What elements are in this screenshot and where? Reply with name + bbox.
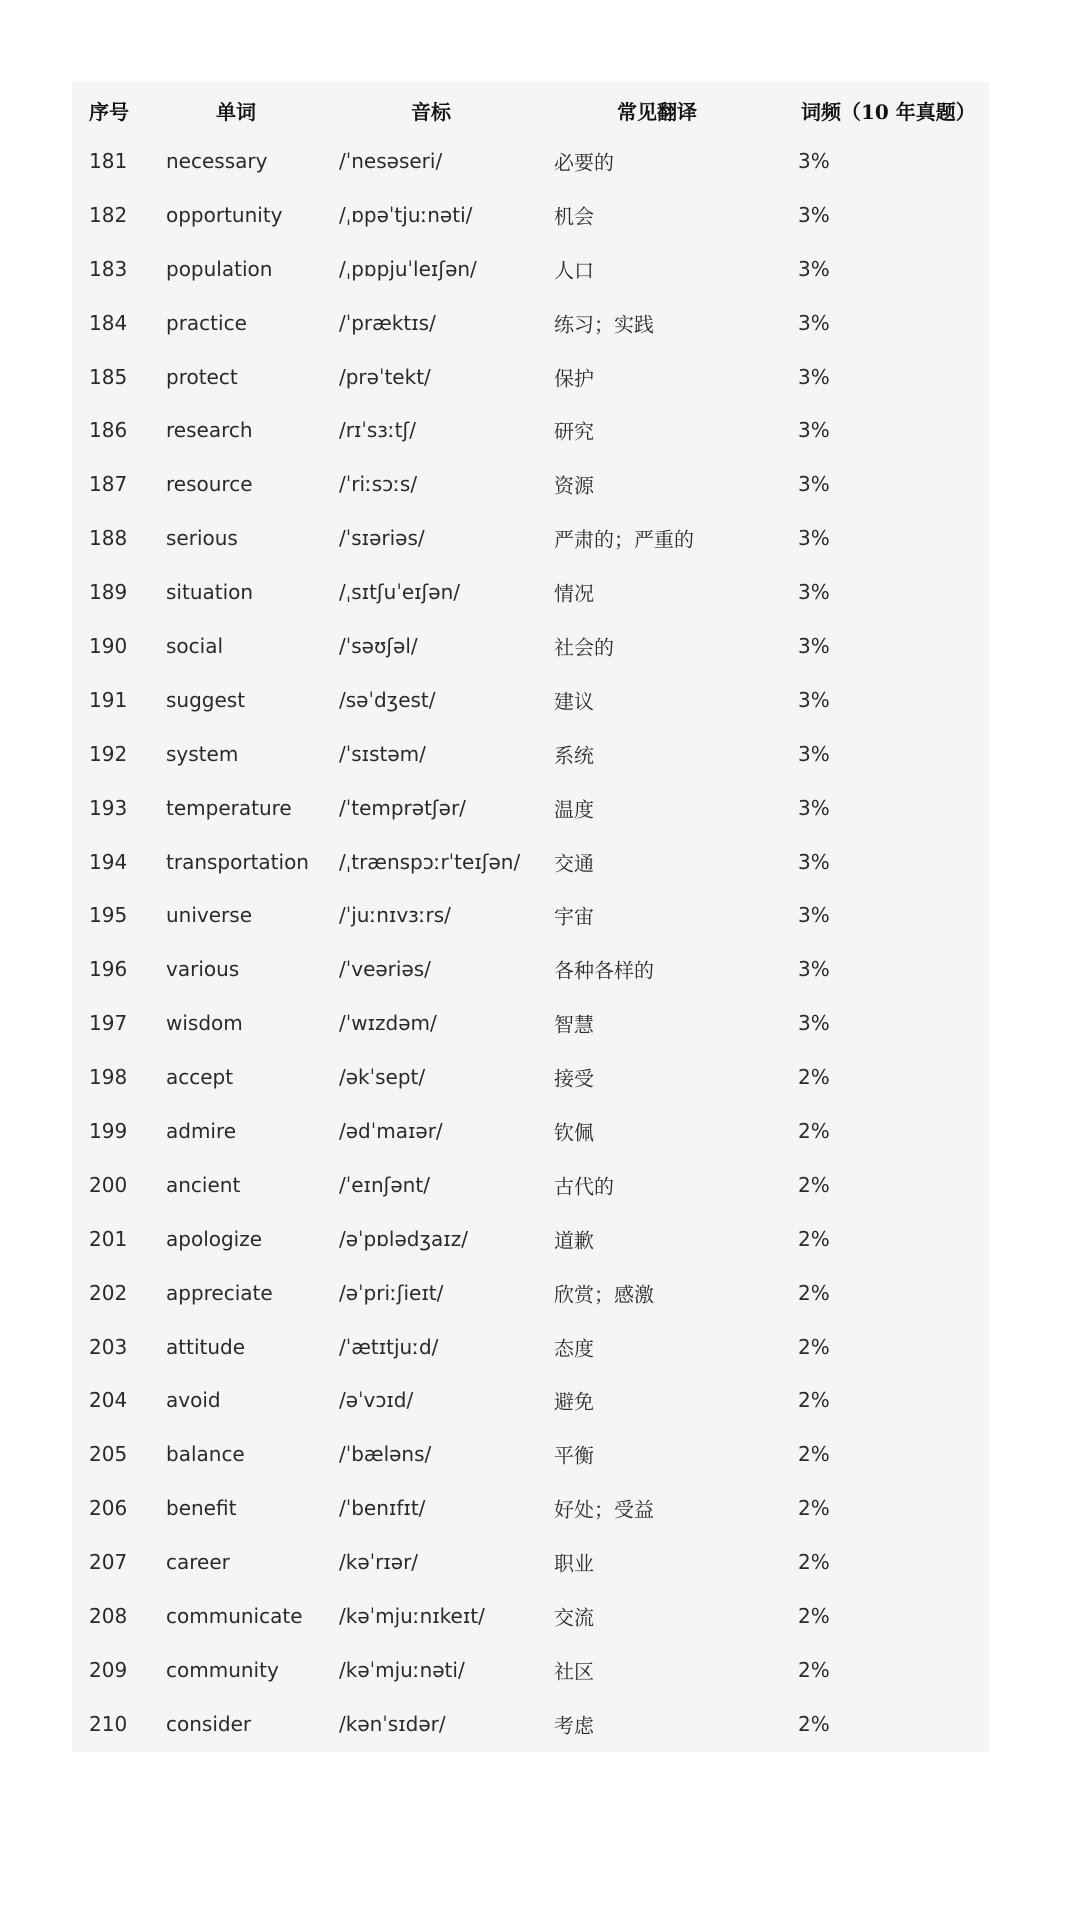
row-phonetic: /ˈnesəseri/	[339, 148, 443, 173]
table-row	[72, 1320, 989, 1374]
table-row	[72, 1427, 989, 1481]
row-translation: 宇宙	[554, 904, 594, 929]
table-row	[72, 457, 989, 511]
header-word: 单词	[216, 100, 256, 124]
row-frequency: 2%	[798, 1603, 830, 1628]
row-phonetic: /ˈtemprətʃər/	[339, 795, 466, 820]
row-translation: 好处；受益	[554, 1497, 654, 1522]
row-number: 209	[89, 1657, 128, 1682]
row-translation: 系统	[554, 743, 594, 768]
row-number: 191	[89, 687, 128, 712]
row-number: 210	[89, 1711, 128, 1736]
row-frequency: 2%	[798, 1550, 830, 1575]
row-word: transportation	[166, 849, 309, 874]
row-word: practice	[166, 310, 247, 335]
row-frequency: 3%	[798, 633, 830, 658]
table-row	[72, 188, 989, 242]
row-frequency: 2%	[798, 1388, 830, 1413]
row-translation: 温度	[554, 797, 594, 822]
table-row	[72, 673, 989, 727]
row-translation: 欣赏；感激	[554, 1282, 654, 1307]
row-phonetic: /ˌsɪtʃuˈeɪʃən/	[339, 580, 460, 605]
table-row	[72, 1212, 989, 1266]
row-translation: 严肃的；严重的	[554, 527, 694, 552]
row-frequency: 3%	[798, 418, 830, 443]
row-frequency: 3%	[798, 202, 830, 227]
header-number: 序号	[89, 100, 129, 124]
row-phonetic: /kəˈmjuːnɪkeɪt/	[339, 1603, 485, 1628]
row-number: 182	[89, 202, 128, 227]
row-number: 199	[89, 1118, 128, 1143]
row-word: population	[166, 256, 273, 281]
row-phonetic: /ˈbenɪfɪt/	[339, 1496, 426, 1521]
table-row	[72, 242, 989, 296]
row-frequency: 3%	[798, 580, 830, 605]
row-word: consider	[166, 1711, 252, 1736]
table-row	[72, 134, 989, 188]
table-row	[72, 1481, 989, 1535]
row-phonetic: /ˌtrænspɔːrˈteɪʃən/	[339, 849, 521, 874]
row-phonetic: /ˈbæləns/	[339, 1442, 432, 1467]
row-frequency: 3%	[798, 957, 830, 982]
row-phonetic: /əˈpɒlədʒaɪz/	[339, 1226, 468, 1251]
row-word: situation	[166, 580, 254, 605]
row-word: protect	[166, 364, 238, 389]
table-row	[72, 511, 989, 565]
row-phonetic: /səˈdʒest/	[339, 687, 436, 712]
row-translation: 道歉	[554, 1228, 594, 1253]
row-frequency: 2%	[798, 1657, 830, 1682]
table-row	[72, 727, 989, 781]
row-frequency: 3%	[798, 364, 830, 389]
row-translation: 社区	[554, 1659, 594, 1684]
row-number: 195	[89, 903, 128, 928]
table-row	[72, 835, 989, 889]
row-word: universe	[166, 903, 252, 928]
table-row	[72, 781, 989, 835]
row-number: 189	[89, 580, 128, 605]
row-phonetic: /ˈsɪstəm/	[339, 741, 426, 766]
row-word: admire	[166, 1118, 237, 1143]
row-frequency: 3%	[798, 310, 830, 335]
row-frequency: 3%	[798, 526, 830, 551]
row-phonetic: /ˈveəriəs/	[339, 957, 431, 982]
row-number: 194	[89, 849, 128, 874]
row-word: suggest	[166, 687, 246, 712]
row-word: avoid	[166, 1388, 221, 1413]
row-word: system	[166, 741, 239, 766]
row-word: serious	[166, 526, 238, 551]
row-translation: 建议	[554, 689, 594, 714]
row-translation: 接受	[554, 1066, 594, 1091]
row-translation: 机会	[554, 204, 594, 229]
table-row	[72, 996, 989, 1050]
row-translation: 保护	[554, 366, 594, 390]
row-number: 202	[89, 1280, 128, 1305]
row-number: 203	[89, 1334, 128, 1359]
table-row	[72, 1104, 989, 1158]
row-frequency: 2%	[798, 1226, 830, 1251]
row-word: necessary	[166, 148, 268, 173]
row-number: 204	[89, 1388, 128, 1413]
row-phonetic: /əˈpriːʃieɪt/	[339, 1280, 444, 1305]
row-phonetic: /ədˈmaɪər/	[339, 1118, 443, 1143]
row-phonetic: /ˈsəʊʃəl/	[339, 633, 418, 658]
row-word: temperature	[166, 795, 292, 820]
row-translation: 古代的	[554, 1174, 614, 1199]
row-phonetic: /ˌɒpəˈtjuːnəti/	[339, 202, 473, 227]
row-phonetic: /ˈætɪtjuːd/	[339, 1334, 439, 1359]
table-row	[72, 619, 989, 673]
row-phonetic: /prəˈtekt/	[339, 364, 431, 389]
row-word: career	[166, 1550, 230, 1575]
row-translation: 资源	[554, 473, 594, 498]
row-translation: 必要的	[554, 150, 614, 175]
row-number: 185	[89, 364, 128, 389]
row-translation: 职业	[554, 1551, 594, 1576]
row-number: 193	[89, 795, 128, 820]
row-phonetic: /ˌpɒpjuˈleɪʃən/	[339, 256, 477, 281]
row-word: communicate	[166, 1603, 303, 1628]
row-word: benefit	[166, 1496, 237, 1521]
table-body	[72, 134, 989, 1751]
row-word: research	[166, 418, 253, 443]
row-number: 184	[89, 310, 128, 335]
table-row	[72, 1373, 989, 1427]
row-phonetic: /ˈwɪzdəm/	[339, 1011, 437, 1036]
row-number: 187	[89, 472, 128, 497]
row-word: opportunity	[166, 202, 283, 227]
row-frequency: 2%	[798, 1118, 830, 1143]
row-frequency: 2%	[798, 1280, 830, 1305]
row-translation: 平衡	[554, 1443, 594, 1468]
row-word: attitude	[166, 1334, 246, 1359]
row-phonetic: /ˈjuːnɪvɜːrs/	[339, 903, 451, 928]
row-number: 198	[89, 1065, 128, 1090]
row-translation: 钦佩	[554, 1120, 594, 1145]
table-row	[72, 296, 989, 350]
row-number: 207	[89, 1550, 128, 1575]
row-frequency: 3%	[798, 687, 830, 712]
row-frequency: 2%	[798, 1172, 830, 1197]
row-translation: 练习；实践	[554, 312, 654, 337]
row-phonetic: /ˈpræktɪs/	[339, 310, 436, 335]
row-number: 200	[89, 1172, 128, 1197]
row-translation: 情况	[554, 581, 594, 606]
row-number: 186	[89, 418, 128, 443]
row-translation: 研究	[554, 419, 594, 444]
row-phonetic: /kənˈsɪdər/	[339, 1711, 446, 1736]
table-row	[72, 942, 989, 996]
row-number: 190	[89, 633, 128, 658]
table-row	[72, 1266, 989, 1320]
row-frequency: 3%	[798, 256, 830, 281]
header-translation: 常见翻译	[617, 100, 697, 124]
row-number: 183	[89, 256, 128, 281]
row-frequency: 2%	[798, 1496, 830, 1521]
table-row	[72, 1589, 989, 1643]
row-phonetic: /ˈriːsɔːs/	[339, 472, 418, 497]
row-translation: 交流	[554, 1605, 594, 1630]
row-phonetic: /kəˈmjuːnəti/	[339, 1657, 465, 1682]
row-number: 206	[89, 1496, 128, 1521]
row-translation: 态度	[554, 1336, 594, 1361]
row-word: ancient	[166, 1172, 241, 1197]
row-frequency: 3%	[798, 903, 830, 928]
header-phonetic: 音标	[411, 100, 451, 124]
row-translation: 各种各样的	[554, 958, 654, 983]
table-row	[72, 1535, 989, 1589]
table-row	[72, 350, 989, 404]
table-row	[72, 1050, 989, 1104]
row-translation: 交通	[554, 851, 594, 876]
row-word: wisdom	[166, 1011, 243, 1036]
row-word: balance	[166, 1442, 245, 1467]
row-phonetic: /ˈsɪəriəs/	[339, 526, 425, 551]
row-number: 192	[89, 741, 128, 766]
row-frequency: 3%	[798, 795, 830, 820]
row-word: various	[166, 957, 240, 982]
row-frequency: 2%	[798, 1334, 830, 1359]
row-frequency: 2%	[798, 1711, 830, 1736]
row-word: apologize	[166, 1226, 263, 1251]
table-row	[72, 403, 989, 457]
table-header	[72, 82, 989, 134]
row-word: accept	[166, 1065, 234, 1090]
row-frequency: 3%	[798, 1011, 830, 1036]
row-word: appreciate	[166, 1280, 273, 1305]
row-phonetic: /əˈvɔɪd/	[339, 1388, 414, 1413]
row-translation: 考虑	[554, 1713, 594, 1738]
row-number: 197	[89, 1011, 128, 1036]
row-frequency: 2%	[798, 1065, 830, 1090]
row-number: 205	[89, 1442, 128, 1467]
row-translation: 智慧	[554, 1012, 594, 1037]
row-word: resource	[166, 472, 253, 497]
table-row	[72, 888, 989, 942]
row-phonetic: /ˈeɪnʃənt/	[339, 1172, 430, 1197]
row-number: 208	[89, 1603, 128, 1628]
row-translation: 人口	[554, 258, 594, 283]
table-row	[72, 1697, 989, 1751]
table-row	[72, 1158, 989, 1212]
row-phonetic: /rɪˈsɜːtʃ/	[339, 418, 416, 443]
row-phonetic: /əkˈsept/	[339, 1065, 426, 1090]
header-frequency: 词频（10 年真题）	[801, 100, 976, 124]
row-number: 188	[89, 526, 128, 551]
row-number: 196	[89, 957, 128, 982]
row-frequency: 3%	[798, 148, 830, 173]
vocabulary-table	[72, 82, 989, 1752]
row-frequency: 2%	[798, 1442, 830, 1467]
row-number: 201	[89, 1226, 128, 1251]
table-row	[72, 565, 989, 619]
row-phonetic: /kəˈrɪər/	[339, 1550, 419, 1575]
row-number: 181	[89, 148, 128, 173]
row-translation: 社会的	[554, 635, 614, 660]
row-frequency: 3%	[798, 741, 830, 766]
row-word: social	[166, 633, 224, 658]
table-row	[72, 1643, 989, 1697]
row-word: community	[166, 1657, 279, 1682]
row-translation: 避免	[554, 1389, 594, 1414]
row-frequency: 3%	[798, 849, 830, 874]
row-frequency: 3%	[798, 472, 830, 497]
